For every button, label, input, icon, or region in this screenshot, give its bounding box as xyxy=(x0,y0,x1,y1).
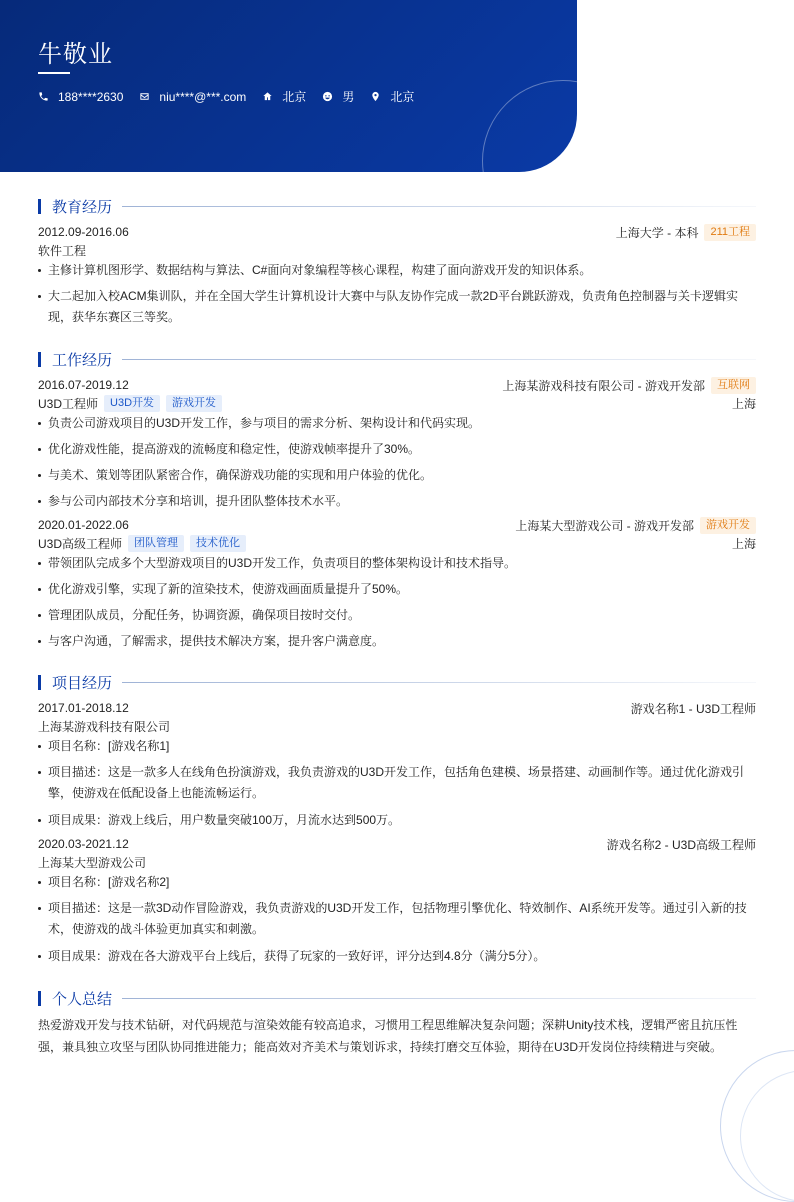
project-period: 2020.03-2021.12 xyxy=(38,837,129,851)
work-role-tag: 游戏开发 xyxy=(166,395,222,412)
projects-heading: 项目经历 xyxy=(52,675,113,692)
work-entry-header xyxy=(38,516,756,534)
contact-phone xyxy=(38,90,123,104)
gender-icon xyxy=(322,91,333,102)
contact-gender xyxy=(322,88,354,105)
work-entry-header xyxy=(38,376,756,394)
work-bullet: 参与公司内部技术分享和培训，提升团队整体技术水平。 xyxy=(38,491,754,512)
work-company: 上海某游戏科技有限公司 - 游戏开发部 xyxy=(502,378,705,393)
education-tag: 211工程 xyxy=(704,224,756,241)
project-bullet: 项目描述：这是一款3D动作冒险游戏，我负责游戏的U3D开发工作，包括物理引擎优化、特效制作、AI系统开发等。通过引入新的技术，使游戏的战斗体验更加真实和刺激。 xyxy=(38,898,754,940)
education-bullet: 主修计算机图形学、数据结构与算法、C#面向对象编程等核心课程，构建了面向游戏开发的知识体系。 xyxy=(38,260,754,281)
work-role-tag: 团队管理 xyxy=(128,535,184,552)
project-bullet: 项目描述：这是一款多人在线角色扮演游戏，我负责游戏的U3D开发工作，包括角色建模、场景搭建、动画制作等。通过优化游戏引擎，使游戏在低配设备上也能流畅运行。 xyxy=(38,762,754,804)
education-period: 2012.09-2016.06 xyxy=(38,225,129,239)
education-school: 上海大学 - 本科 xyxy=(615,225,699,240)
work-company-tag: 互联网 xyxy=(711,377,756,394)
contact-location xyxy=(370,88,414,105)
work-bullet: 带领团队完成多个大型游戏项目的U3D开发工作，负责项目的整体架构设计和技术指导。 xyxy=(38,553,754,574)
mail-icon xyxy=(139,91,150,102)
work-bullet: 优化游戏引擎，实现了新的渲染技术，使游戏画面质量提升了50%。 xyxy=(38,579,754,600)
candidate-name: 牛敬业 xyxy=(38,41,113,68)
resume-header xyxy=(0,0,577,172)
name-underline xyxy=(38,72,70,74)
work-bullet: 与客户沟通，了解需求，提供技术解决方案，提升客户满意度。 xyxy=(38,631,754,652)
gender-text: 男 xyxy=(342,90,355,104)
education-entry-header xyxy=(38,223,756,241)
work-company: 上海某大型游戏公司 - 游戏开发部 xyxy=(515,518,694,533)
phone-icon xyxy=(38,91,49,102)
decorative-ring xyxy=(482,80,577,172)
project-company-row xyxy=(38,853,756,871)
project-bullet: 项目成果：游戏上线后，用户数量突破100万，月流水达到500万。 xyxy=(38,810,754,831)
project-company-row xyxy=(38,717,756,735)
work-bullet: 管理团队成员，分配任务，协调资源，确保项目按时交付。 xyxy=(38,605,754,626)
project-bullet: 项目名称：[游戏名称1] xyxy=(38,736,754,757)
work-role: U3D工程师 xyxy=(38,396,99,411)
summary-text: 热爱游戏开发与技术钻研，对代码规范与渲染效能有较高追求，习惯用工程思维解决复杂问题；深耕Unity技术栈，逻辑严密且抗压性强，兼具独立攻坚与团队协同推进能力；能高效对齐美术与策划诉求，持续打磨交互体验，期待在U3D开发岗位持续精进与突破。 xyxy=(38,1018,738,1054)
work-role-tag: 技术优化 xyxy=(190,535,246,552)
work-role-tag: U3D开发 xyxy=(104,395,160,412)
contact-info xyxy=(38,88,430,105)
email-text: niu****@***.com xyxy=(159,89,247,104)
work-period: 2020.01-2022.06 xyxy=(38,518,129,532)
location-icon xyxy=(370,91,381,102)
work-bullet: 负责公司游戏项目的U3D开发工作，参与项目的需求分析、架构设计和代码实现。 xyxy=(38,413,754,434)
projects-section-title xyxy=(38,672,756,693)
education-bullet: 大二起加入校ACM集训队，并在全国大学生计算机设计大赛中与队友协作完成一款2D平台跳跃游戏，负责角色控制器与关卡逻辑实现，获华东赛区三等奖。 xyxy=(38,286,754,328)
project-entry-header xyxy=(38,699,756,717)
project-bullet: 项目名称：[游戏名称2] xyxy=(38,872,754,893)
work-city: 上海 xyxy=(731,396,756,411)
project-name-role: 游戏名称2 - U3D高级工程师 xyxy=(606,837,756,852)
project-bullet: 项目成果：游戏在各大游戏平台上线后，获得了玩家的一致好评，评分达到4.8分（满分5分）。 xyxy=(38,946,754,967)
education-major-row xyxy=(38,241,756,259)
work-period: 2016.07-2019.12 xyxy=(38,378,129,392)
project-name-role: 游戏名称1 - U3D工程师 xyxy=(630,701,756,716)
work-city: 上海 xyxy=(731,536,756,551)
location-text: 北京 xyxy=(390,90,415,104)
contact-email xyxy=(139,90,246,104)
contact-hometown xyxy=(262,88,306,105)
project-entry-header xyxy=(38,835,756,853)
home-icon xyxy=(262,91,273,102)
project-period: 2017.01-2018.12 xyxy=(38,701,129,715)
summary-heading: 个人总结 xyxy=(52,991,113,1008)
project-company: 上海某游戏科技有限公司 xyxy=(38,719,171,734)
work-role-row xyxy=(38,394,756,412)
work-role: U3D高级工程师 xyxy=(38,536,123,551)
education-major: 软件工程 xyxy=(38,243,87,258)
project-company: 上海某大型游戏公司 xyxy=(38,855,147,870)
work-bullet: 优化游戏性能，提高游戏的流畅度和稳定性，使游戏帧率提升了30%。 xyxy=(38,439,754,460)
work-heading: 工作经历 xyxy=(52,352,113,369)
summary-section-title xyxy=(38,988,756,1009)
work-section-title xyxy=(38,349,756,370)
work-bullet: 与美术、策划等团队紧密合作，确保游戏功能的实现和用户体验的优化。 xyxy=(38,465,754,486)
work-role-row xyxy=(38,534,756,552)
education-heading: 教育经历 xyxy=(52,199,113,216)
phone-text: 188****2630 xyxy=(58,89,124,104)
hometown-text: 北京 xyxy=(282,90,307,104)
work-company-tag: 游戏开发 xyxy=(700,517,756,534)
education-section-title xyxy=(38,196,756,217)
